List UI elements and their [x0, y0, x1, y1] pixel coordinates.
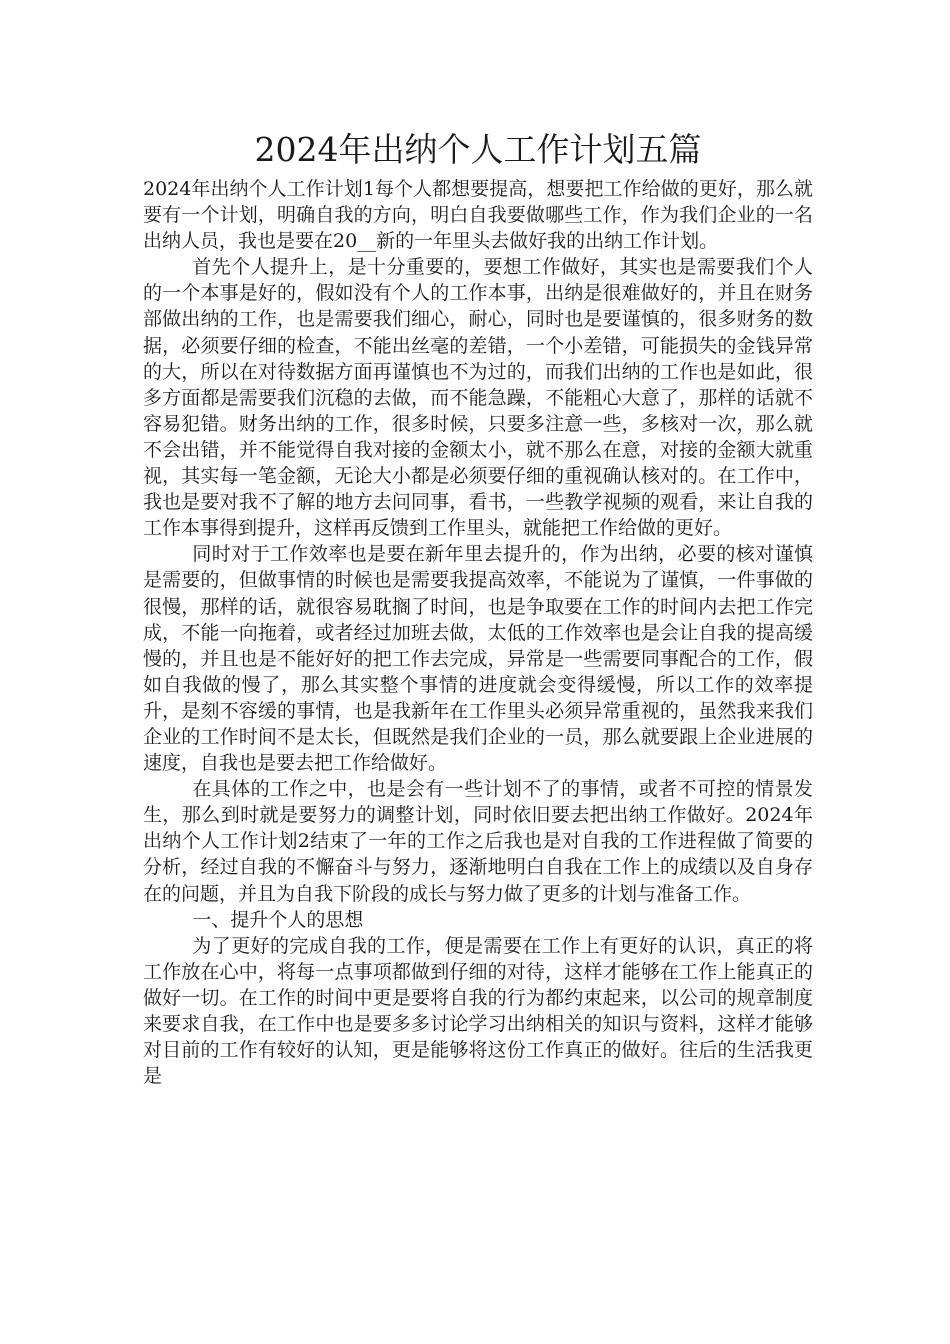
section-heading: 一、提升个人的思想 [192, 908, 364, 931]
paragraph-personal-improvement: 首先个人提升上，是十分重要的，要想工作做好，其实也是需要我们个人的一个本事是好的，假如没有个人的工作本事，出纳是很难做好的，并且在财务部做出纳的工作，也是需要我们细心，耐心，同时也是要谨慎的，很多财务的数据，必须要仔细的检查，不能出丝毫的差错，一个小差错，可能损失的金钱异常的大，所以在对待数据方面再谨慎也不为过的，而我们出纳的工作也是如此，很多方面都是需要我们沉稳的去做，而不能急躁，不能粗心大意了，那样的话就不容易犯错。财务出纳的工作，很多时候，只要多注意一些，多核对一次，那么就不会出错，并不能觉得自我对接的金额太小，就不那么在意，对接的金额大就重视，其实每一笔金额，无论大小都是必须要仔细的重视确认核对的。在工作中，我也是要对我不了解的地方去问同事，看书，一些教学视频的观看，来让自我的工作本事得到提升，这样再反馈到工作里头，就能把工作给做的更好。 [143, 256, 813, 540]
paragraph-intro: 2024年出纳个人工作计划1每个人都想要提高，想要把工作给做的更好，那么就要有一个计划，明确自我的方向，明白自我要做哪些工作，作为我们企业的一名出纳人员，我也是要在20__新的一年里头去做好我的出纳工作计划。 [143, 178, 813, 253]
document-page [143, 128, 813, 1089]
document-title: 2024年出纳个人工作计划五篇 [254, 130, 702, 169]
paragraph-thinking: 为了更好的完成自我的工作，便是需要在工作上有更好的认识，真正的将工作放在心中，将每一点事项都做到仔细的对待，这样才能够在工作上能真正的做好一切。在工作的时间中更是要将自我的行为都约束起来，以公司的规章制度来要求自我，在工作中也是要多多讨论学习出纳相关的知识与资料，这样才能够对目前的工作有较好的认知，更是能够将这份工作真正的做好。往后的生活我更是 [143, 934, 813, 1088]
paragraph-efficiency: 同时对于工作效率也是要在新年里去提升的，作为出纳，必要的核对谨慎是需要的，但做事情的时候也是需要我提高效率，不能说为了谨慎，一件事做的很慢，那样的话，就很容易耽搁了时间，也是争取要在工作的时间内去把工作完成，不能一向拖着，或者经过加班去做，太低的工作效率也是会让自我的提高缓慢的，并且也是不能好好的把工作去完成，异常是一些需要同事配合的工作，假如自我做的慢了，那么其实整个事情的进度就会变得缓慢，所以工作的效率提升，是刻不容缓的事情，也是我新年在工作里头必须异常重视的，虽然我来我们企业的工作时间不是太长，但既然是我们企业的一员，那么就要跟上企业进展的速度，自我也是要去把工作给做好。 [143, 543, 813, 775]
paragraph-plan-two-intro: 在具体的工作之中，也是会有一些计划不了的事情，或者不可控的情景发生，那么到时就是要努力的调整计划，同时依旧要去把出纳工作做好。2024年出纳个人工作计划2结束了一年的工作之后我也是对自我的工作进程做了简要的分析，经过自我的不懈奋斗与努力，逐渐地明白自我在工作上的成绩以及自身存在的问题，并且为自我下阶段的成长与努力做了更多的计划与准备工作。 [143, 778, 813, 905]
